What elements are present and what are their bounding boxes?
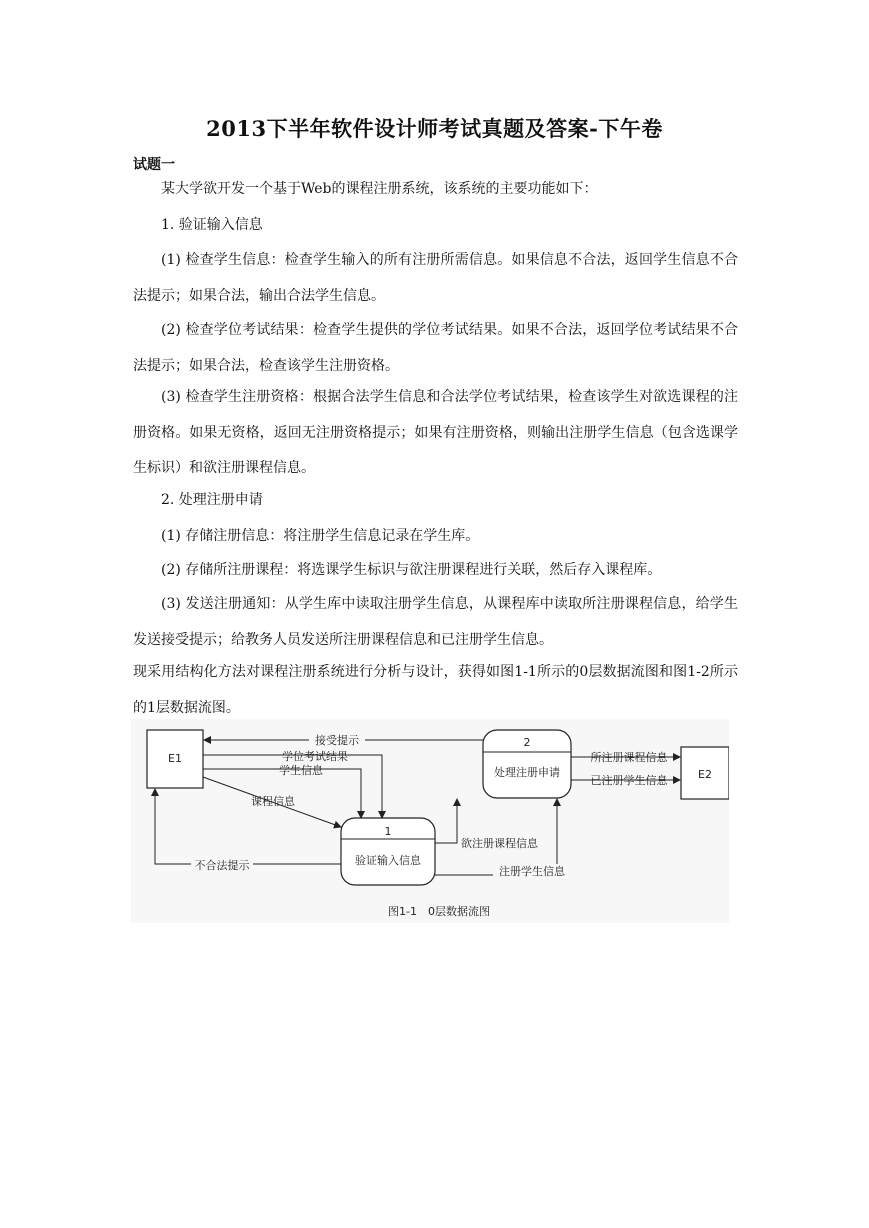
- flow-illegal-label: 不合法提示: [194, 859, 250, 872]
- item-2-2-paragraph: (2) 存储所注册课程：将选课学生标识与欲注册课程进行关联，然后存入课程库。: [161, 562, 662, 578]
- item-2-heading: 2. 处理注册申请: [161, 492, 263, 508]
- item-1-2-paragraph: (2) 检查学位考试结果：检查学生提供的学位考试结果。如果不合法，返回学位考试结果不合法提示；如果合法，检查该学生注册资格。: [133, 322, 738, 374]
- section-heading: 试题一: [133, 157, 175, 173]
- data-flow-diagram: [131, 719, 729, 923]
- item-1-1-paragraph: (1) 检查学生信息：检查学生输入的所有注册所需信息。如果信息不合法，返回学生信息不合法提示；如果合法，输出合法学生信息。: [133, 252, 738, 304]
- item-1-heading: 1. 验证输入信息: [161, 217, 263, 233]
- item-2-3-paragraph: (3) 发送注册通知：从学生库中读取注册学生信息，从课程库中读取所注册课程信息，给学生发送接受提示；给教务人员发送所注册课程信息和已注册学生信息。: [133, 596, 738, 648]
- page-title: 2013下半年软件设计师考试真题及答案-下午卷: [206, 116, 663, 141]
- entity-e1-label: E1: [168, 752, 182, 765]
- flow-reg-student-label: 注册学生信息: [499, 865, 565, 878]
- entity-e2-label: E2: [698, 768, 712, 781]
- flow-want-course-line: [435, 799, 457, 843]
- flow-course-label: 课程信息: [251, 795, 295, 808]
- process-1-number: 1: [384, 825, 392, 838]
- method-paragraph: 现采用结构化方法对课程注册系统进行分析与设计，获得如图1-1所示的0层数据流图和图1-2所示的1层数据流图。: [133, 664, 738, 716]
- flow-illegal-line: [155, 789, 341, 864]
- process-2-number: 2: [523, 736, 531, 749]
- figure-caption: 图1-1 0层数据流图: [388, 905, 490, 918]
- item-1-3-paragraph: (3) 检查学生注册资格：根据合法学生信息和合法学位考试结果，检查该学生对欲选课程的注册资格。如果无资格，返回无注册资格提示；如果有注册资格，则输出注册学生信息（包含选课学生标识）和欲注册课程信息。: [133, 389, 738, 476]
- intro-paragraph: 某大学欲开发一个基于Web的课程注册系统，该系统的主要功能如下：: [161, 181, 598, 197]
- process-1-name: 验证输入信息: [355, 854, 421, 867]
- flow-accept-label: 接受提示: [315, 734, 359, 747]
- item-2-1-paragraph: (1) 存储注册信息：将注册学生信息记录在学生库。: [161, 528, 480, 544]
- flow-registered-student-e2-label: 已注册学生信息: [590, 774, 668, 787]
- flow-degree-label: 学位考试结果: [282, 750, 348, 763]
- process-2-name: 处理注册申请: [494, 766, 560, 779]
- flow-want-course-label: 欲注册课程信息: [461, 837, 538, 850]
- flow-reg-course-e2-label: 所注册课程信息: [590, 751, 668, 764]
- flow-student-label: 学生信息: [279, 764, 323, 777]
